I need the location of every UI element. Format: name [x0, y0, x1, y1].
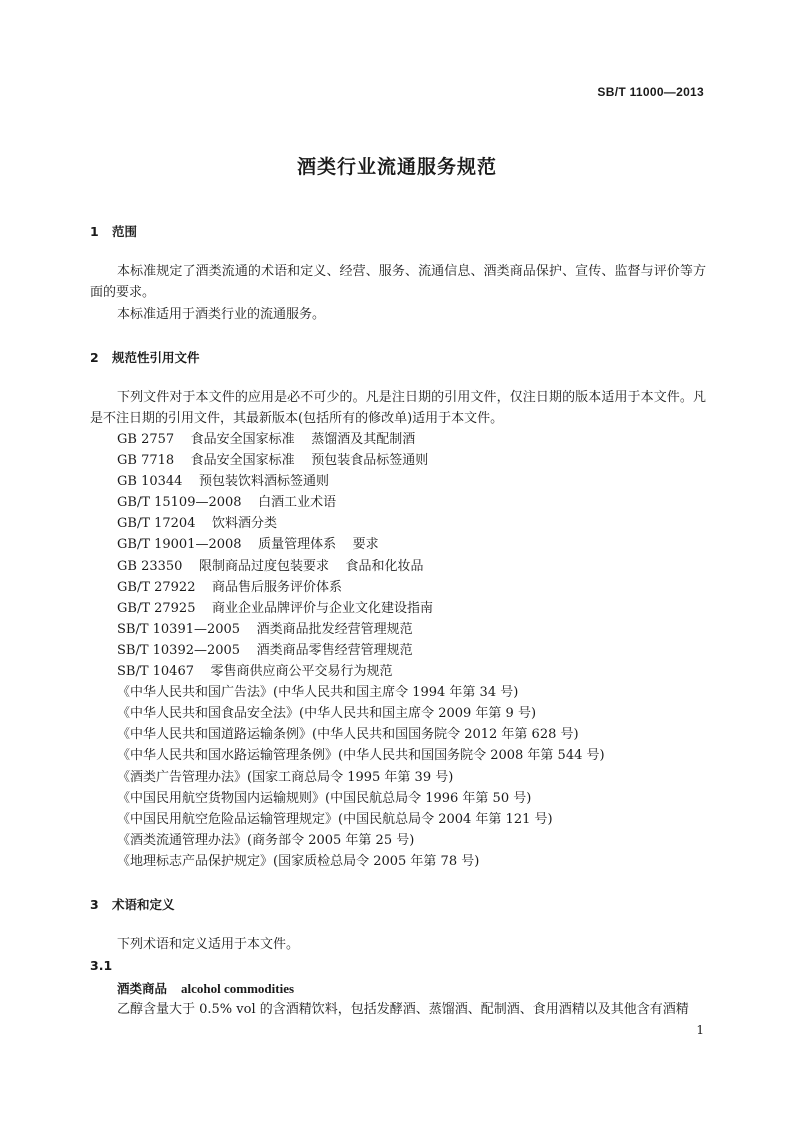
section-1-number: 1	[90, 224, 99, 239]
term-definition: 乙醇含量大于 0.5% vol 的含酒精饮料，包括发酵酒、蒸馏酒、配制酒、食用酒精以及其他含有酒精	[117, 1002, 689, 1017]
section-2-heading	[90, 348, 200, 366]
term-name	[117, 979, 294, 997]
reference-item: GB/T 15109—2008 白酒工业术语	[117, 495, 337, 511]
page-number: 1	[696, 1023, 704, 1037]
section-1-title: 范围	[112, 224, 138, 239]
section-1-paragraph-2: 本标准适用于酒类行业的流通服务。	[117, 307, 326, 322]
reference-item: 《中华人民共和国广告法》(中华人民共和国主席令 1994 年第 34 号)	[117, 685, 519, 701]
reference-item: GB/T 27925 商业企业品牌评价与企业文化建设指南	[117, 600, 434, 616]
reference-item: GB/T 27922 商品售后服务评价体系	[117, 579, 343, 595]
section-3-heading	[90, 895, 175, 913]
section-2-title: 规范性引用文件	[112, 350, 200, 365]
reference-item: 《中国民用航空危险品运输管理规定》(中国民航总局令 2004 年第 121 号)	[117, 811, 553, 827]
document-title: 酒类行业流通服务规范	[296, 156, 497, 178]
term-number: 3.1	[90, 958, 113, 973]
section-3-number: 3	[90, 897, 99, 912]
section-1-heading	[90, 222, 137, 240]
reference-item: GB 2757 食品安全国家标准 蒸馏酒及其配制酒	[117, 432, 416, 447]
reference-item: 《中国民用航空货物国内运输规则》(中国民航总局令 1996 年第 50 号)	[117, 790, 532, 806]
reference-item: SB/T 10392—2005 酒类商品零售经营管理规范	[117, 642, 413, 658]
reference-item: GB 23350 限制商品过度包装要求 食品和化妆品	[117, 558, 424, 574]
standard-code: SB/T 11000—2013	[597, 85, 704, 99]
term-name-en: alcohol commodities	[181, 981, 295, 996]
reference-item: 《酒类广告管理办法》(国家工商总局令 1995 年第 39 号)	[117, 769, 454, 785]
reference-item: GB/T 17204 饮料酒分类	[117, 516, 278, 532]
section-2-intro: 下列文件对于本文件的应用是必不可少的。凡是注日期的引用文件，仅注日期的版本适用于本文件。凡是不注日期的引用文件，其最新版本(包括所有的修改单)适用于本文件。	[90, 390, 706, 426]
reference-item: 《中华人民共和国食品安全法》(中华人民共和国主席令 2009 年第 9 号)	[117, 706, 537, 722]
reference-item: GB 10344 预包装饮料酒标签通则	[117, 474, 329, 490]
reference-item: SB/T 10391—2005 酒类商品批发经营管理规范	[117, 621, 413, 637]
reference-item: GB/T 19001—2008 质量管理体系 要求	[117, 537, 379, 553]
reference-item: 《地理标志产品保护规定》(国家质检总局令 2005 年第 78 号)	[117, 853, 480, 869]
section-2-number: 2	[90, 350, 99, 365]
reference-item: GB 7718 食品安全国家标准 预包装食品标签通则	[117, 453, 429, 469]
term-name-zh: 酒类商品	[117, 981, 168, 996]
reference-list	[117, 429, 605, 872]
section-3-intro: 下列术语和定义适用于本文件。	[117, 937, 300, 952]
section-1-paragraph-1: 本标准规定了酒类流通的术语和定义、经营、服务、流通信息、酒类商品保护、宣传、监督与评价等方面的要求。	[90, 264, 706, 300]
reference-item: SB/T 10467 零售商供应商公平交易行为规范	[117, 664, 393, 680]
section-3-title: 术语和定义	[112, 897, 175, 912]
reference-item: 《中华人民共和国道路运输条例》(中华人民共和国国务院令 2012 年第 628 号)	[117, 727, 579, 743]
reference-item: 《中华人民共和国水路运输管理条例》(中华人民共和国国务院令 2008 年第 544 号)	[117, 748, 605, 764]
reference-item: 《酒类流通管理办法》(商务部令 2005 年第 25 号)	[117, 832, 415, 848]
